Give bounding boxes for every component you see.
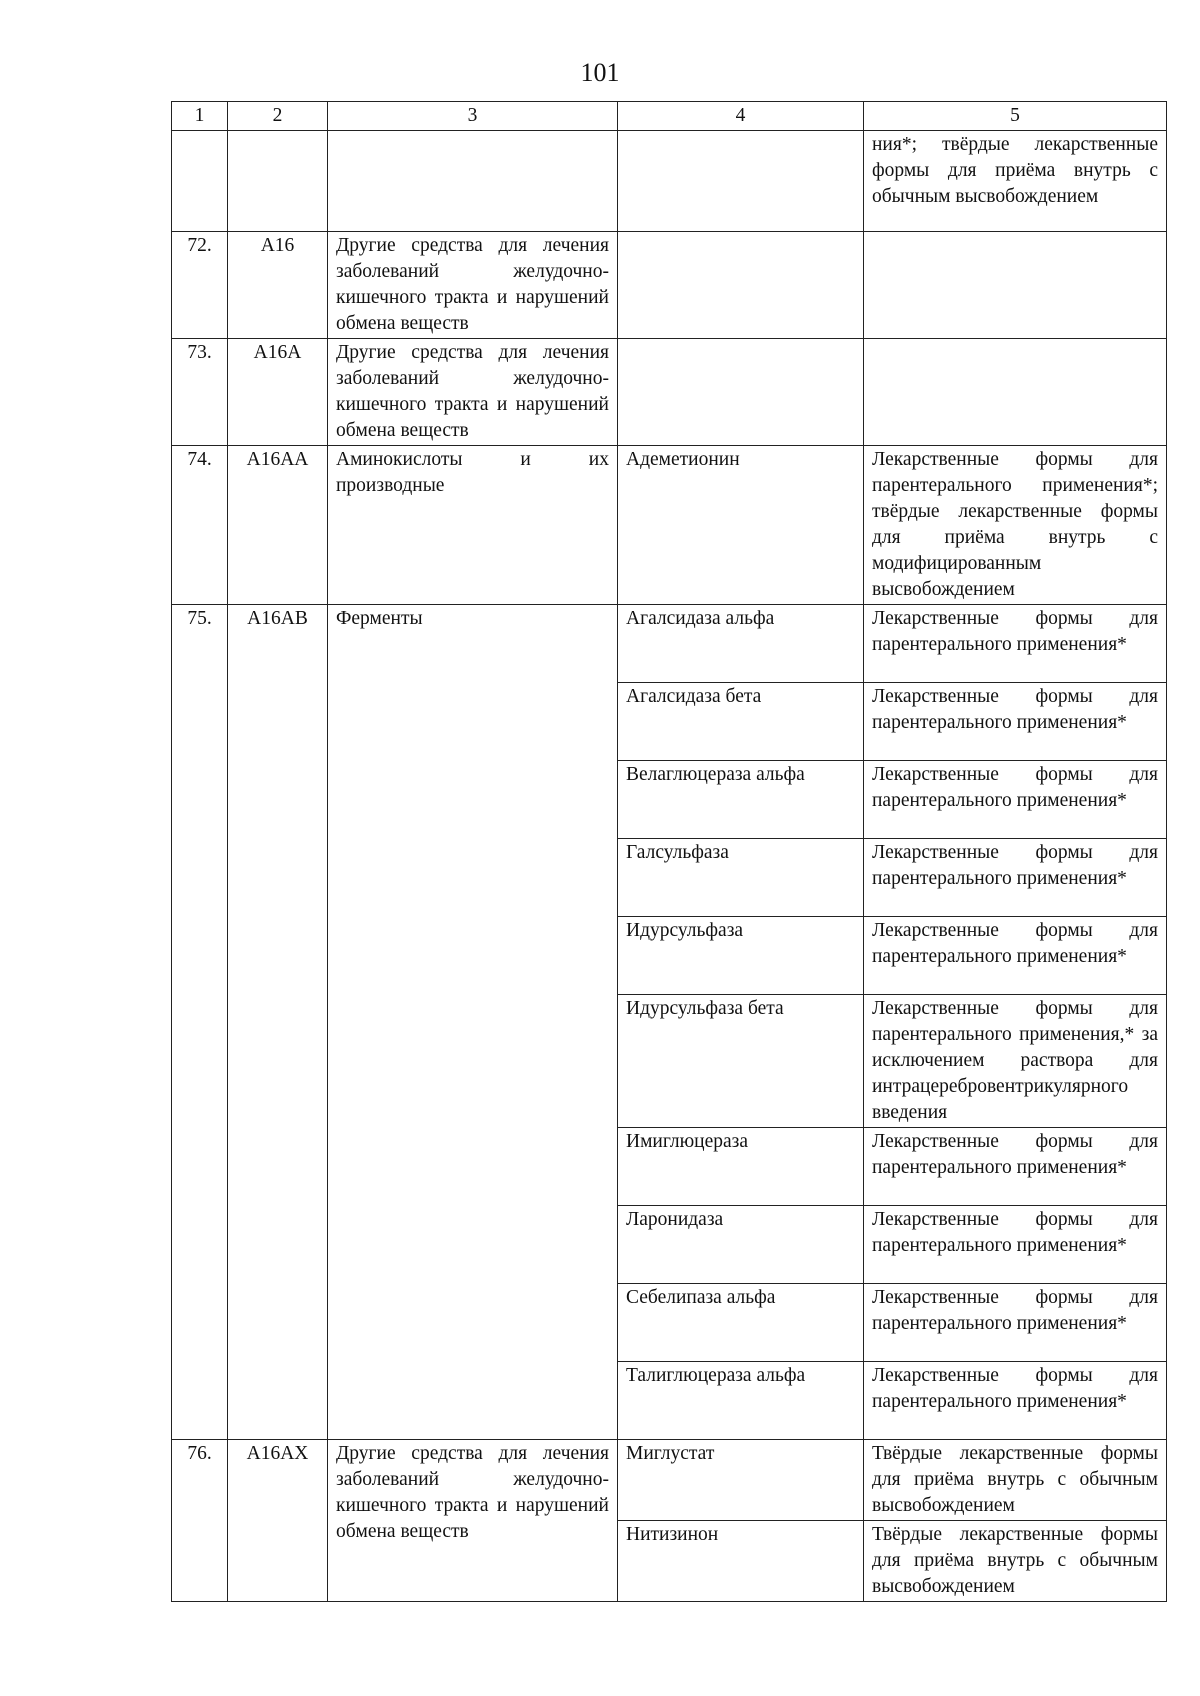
- drug-name: [618, 232, 864, 339]
- dosage-form: ния*; твёрдые лекарственные формы для приёма внутрь с обычным высвобождением: [864, 131, 1167, 232]
- dosage-form: Лекарственные формы для парентерального применения*: [864, 839, 1167, 917]
- drug-name: [618, 339, 864, 446]
- drug-name: Нитизинон: [618, 1521, 864, 1602]
- page-number: 101: [580, 58, 620, 87]
- dosage-form: Лекарственные формы для парентерального применения*: [864, 1206, 1167, 1284]
- atc-group: Аминокислоты и их производные: [328, 446, 618, 605]
- header-col-5: 5: [864, 102, 1167, 131]
- drug-name: Агалсидаза альфа: [618, 605, 864, 683]
- atc-group: Другие средства для лечения заболеваний желудочно-кишечного тракта и нарушений обмена веществ: [328, 1440, 618, 1602]
- drug-name: Миглустат: [618, 1440, 864, 1521]
- dosage-form: Лекарственные формы для парентерального применения*: [864, 761, 1167, 839]
- dosage-form: Твёрдые лекарственные формы для приёма внутрь с обычным высвобождением: [864, 1521, 1167, 1602]
- table-row: [172, 131, 1167, 232]
- dosage-form: Лекарственные формы для парентерального применения*: [864, 1284, 1167, 1362]
- drug-name: Идурсульфаза: [618, 917, 864, 995]
- atc-code: A16A: [228, 339, 328, 446]
- dosage-form: Лекарственные формы для парентерального применения*: [864, 683, 1167, 761]
- atc-group: Ферменты: [328, 605, 618, 1440]
- row-number: 76.: [172, 1440, 228, 1602]
- atc-group: [328, 131, 618, 232]
- drug-name: Себелипаза альфа: [618, 1284, 864, 1362]
- header-col-1: 1: [172, 102, 228, 131]
- drug-name: Ларонидаза: [618, 1206, 864, 1284]
- dosage-form: Твёрдые лекарственные формы для приёма внутрь с обычным высвобождением: [864, 1440, 1167, 1521]
- drug-name: Идурсульфаза бета: [618, 995, 864, 1128]
- row-number: 72.: [172, 232, 228, 339]
- dosage-form: Лекарственные формы для парентерального применения*; твёрдые лекарственные формы для приёма внутрь с модифицированным высвобождением: [864, 446, 1167, 605]
- dosage-form: Лекарственные формы для парентерального применения,* за исключением раствора для интрацеребровентрикулярного введения: [864, 995, 1167, 1128]
- table-row: [172, 232, 1167, 339]
- table-row: [172, 446, 1167, 605]
- atc-code: [228, 131, 328, 232]
- row-number: 73.: [172, 339, 228, 446]
- header-row: [172, 102, 1167, 131]
- dosage-form: [864, 232, 1167, 339]
- drug-name: Адеметионин: [618, 446, 864, 605]
- drug-name: Велаглюцераза альфа: [618, 761, 864, 839]
- dosage-form: Лекарственные формы для парентерального применения*: [864, 917, 1167, 995]
- row-number: 75.: [172, 605, 228, 1440]
- atc-group: Другие средства для лечения заболеваний желудочно-кишечного тракта и нарушений обмена веществ: [328, 232, 618, 339]
- atc-code: A16AB: [228, 605, 328, 1440]
- table-row: [172, 605, 1167, 683]
- table-row: [172, 1440, 1167, 1521]
- header-col-2: 2: [228, 102, 328, 131]
- atc-group: Другие средства для лечения заболеваний желудочно-кишечного тракта и нарушений обмена веществ: [328, 339, 618, 446]
- header-col-3: 3: [328, 102, 618, 131]
- dosage-form: [864, 339, 1167, 446]
- drug-name: Имиглюцераза: [618, 1128, 864, 1206]
- dosage-form: Лекарственные формы для парентерального применения*: [864, 1128, 1167, 1206]
- drug-name: [618, 131, 864, 232]
- drug-name: Агалсидаза бета: [618, 683, 864, 761]
- row-number: [172, 131, 228, 232]
- dosage-form: Лекарственные формы для парентерального применения*: [864, 1362, 1167, 1440]
- drug-list-table: [171, 101, 1167, 1602]
- drug-name: Галсульфаза: [618, 839, 864, 917]
- header-col-4: 4: [618, 102, 864, 131]
- atc-code: A16AX: [228, 1440, 328, 1602]
- atc-code: A16: [228, 232, 328, 339]
- dosage-form: Лекарственные формы для парентерального применения*: [864, 605, 1167, 683]
- row-number: 74.: [172, 446, 228, 605]
- table-row: [172, 339, 1167, 446]
- atc-code: A16AA: [228, 446, 328, 605]
- drug-name: Талиглюцераза альфа: [618, 1362, 864, 1440]
